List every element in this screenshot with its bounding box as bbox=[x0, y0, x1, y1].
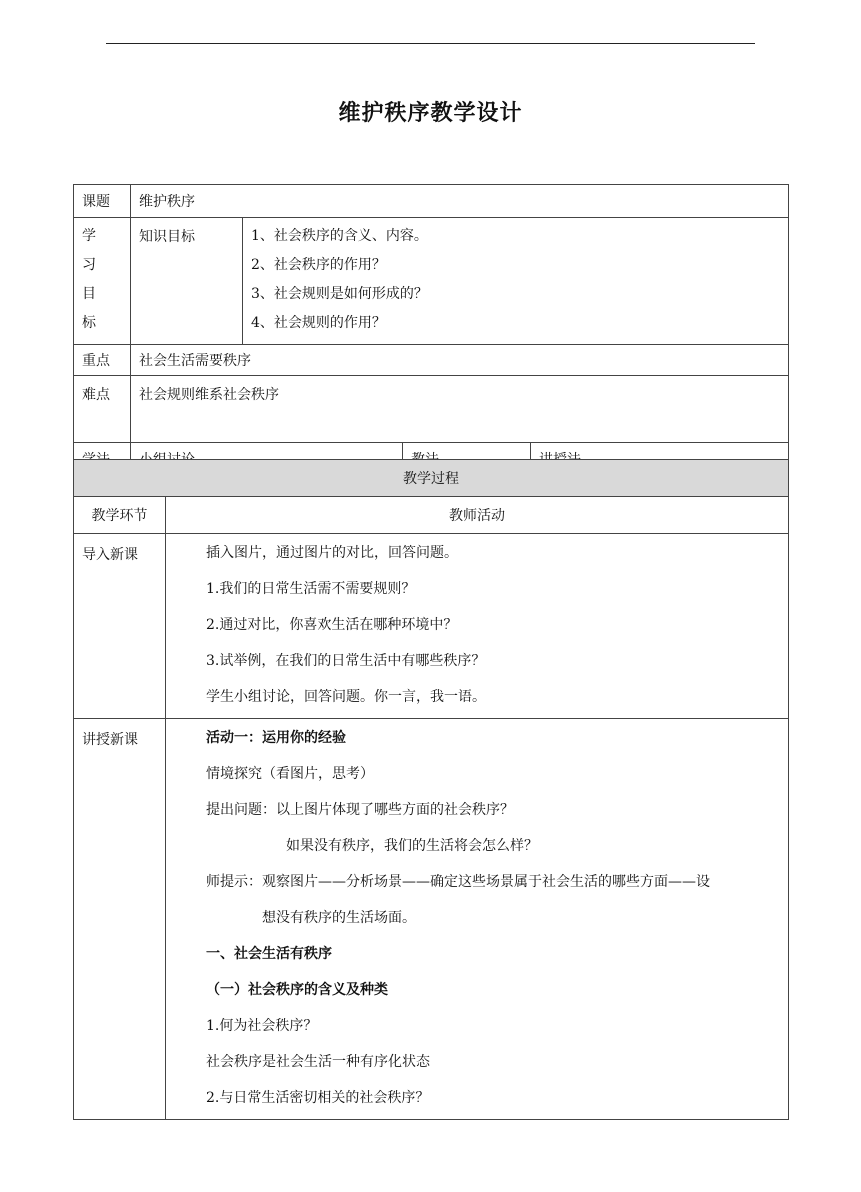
lesson-info-table bbox=[73, 184, 789, 476]
section-heading: 一、社会生活有秩序 bbox=[206, 946, 332, 962]
knowledge-goal-item: 2、社会秩序的作用？ bbox=[251, 257, 386, 273]
content-line: 3.试举例，在我们的日常生活中有哪些秩序？ bbox=[206, 653, 486, 669]
knowledge-goal-list bbox=[243, 218, 789, 345]
difficulty-label: 难点 bbox=[74, 376, 131, 443]
process-section-header bbox=[74, 460, 789, 497]
stage-name: 导入新课 bbox=[74, 534, 166, 719]
key-point-row bbox=[74, 345, 789, 376]
stage-content bbox=[166, 534, 789, 719]
content-line: 提出问题：以上图片体现了哪些方面的社会秩序？ bbox=[206, 802, 514, 818]
content-line: 想没有秩序的生活场面。 bbox=[262, 910, 416, 926]
knowledge-goal-label: 知识目标 bbox=[131, 218, 243, 345]
content-line: 社会秩序是社会生活一种有序化状态 bbox=[206, 1054, 430, 1070]
content-line: 2.与日常生活密切相关的社会秩序？ bbox=[206, 1090, 430, 1106]
process-column-headers bbox=[74, 497, 789, 534]
subsection-heading: （一）社会秩序的含义及种类 bbox=[206, 982, 388, 998]
stage-content bbox=[166, 719, 789, 1120]
content-line: 如果没有秩序，我们的生活将会怎么样？ bbox=[286, 838, 538, 854]
goal-label-char: 学 bbox=[82, 228, 96, 244]
activity-heading: 活动一：运用你的经验 bbox=[206, 730, 346, 746]
learning-goals-row bbox=[74, 218, 789, 345]
activity-column-header: 教师活动 bbox=[166, 497, 789, 534]
process-section-title: 教学过程 bbox=[74, 460, 789, 497]
knowledge-goal-item: 1、社会秩序的含义、内容。 bbox=[251, 228, 428, 244]
content-line: 2.通过对比，你喜欢生活在哪种环境中？ bbox=[206, 617, 458, 633]
content-line: 1.我们的日常生活需不需要规则？ bbox=[206, 581, 416, 597]
key-point-value: 社会生活需要秩序 bbox=[131, 345, 789, 376]
key-point-label: 重点 bbox=[74, 345, 131, 376]
stage-row bbox=[74, 719, 789, 1120]
difficulty-row bbox=[74, 376, 789, 443]
topic-value: 维护秩序 bbox=[131, 185, 789, 218]
topic-row bbox=[74, 185, 789, 218]
goal-label-char: 目 bbox=[82, 286, 96, 302]
stage-column-header: 教学环节 bbox=[74, 497, 166, 534]
header-rule bbox=[106, 43, 755, 44]
content-line: 1.何为社会秩序？ bbox=[206, 1018, 318, 1034]
learning-goals-label bbox=[74, 218, 131, 345]
content-line: 插入图片，通过图片的对比，回答问题。 bbox=[206, 545, 458, 561]
difficulty-value: 社会规则维系社会秩序 bbox=[131, 376, 789, 443]
goal-label-char: 标 bbox=[82, 315, 96, 331]
content-line: 师提示：观察图片——分析场景——确定这些场景属于社会生活的哪些方面——设 bbox=[206, 874, 710, 890]
stage-name: 讲授新课 bbox=[74, 719, 166, 1120]
stage-row bbox=[74, 534, 789, 719]
content-line: 情境探究（看图片，思考） bbox=[206, 766, 374, 782]
topic-label: 课题 bbox=[74, 185, 131, 218]
teaching-process-table bbox=[73, 459, 789, 1120]
goal-label-char: 习 bbox=[82, 257, 96, 273]
content-line: 学生小组讨论，回答问题。你一言，我一语。 bbox=[206, 689, 486, 705]
knowledge-goal-item: 4、社会规则的作用？ bbox=[251, 315, 386, 331]
document-title: 维护秩序教学设计 bbox=[338, 101, 523, 126]
knowledge-goal-item: 3、社会规则是如何形成的？ bbox=[251, 286, 428, 302]
